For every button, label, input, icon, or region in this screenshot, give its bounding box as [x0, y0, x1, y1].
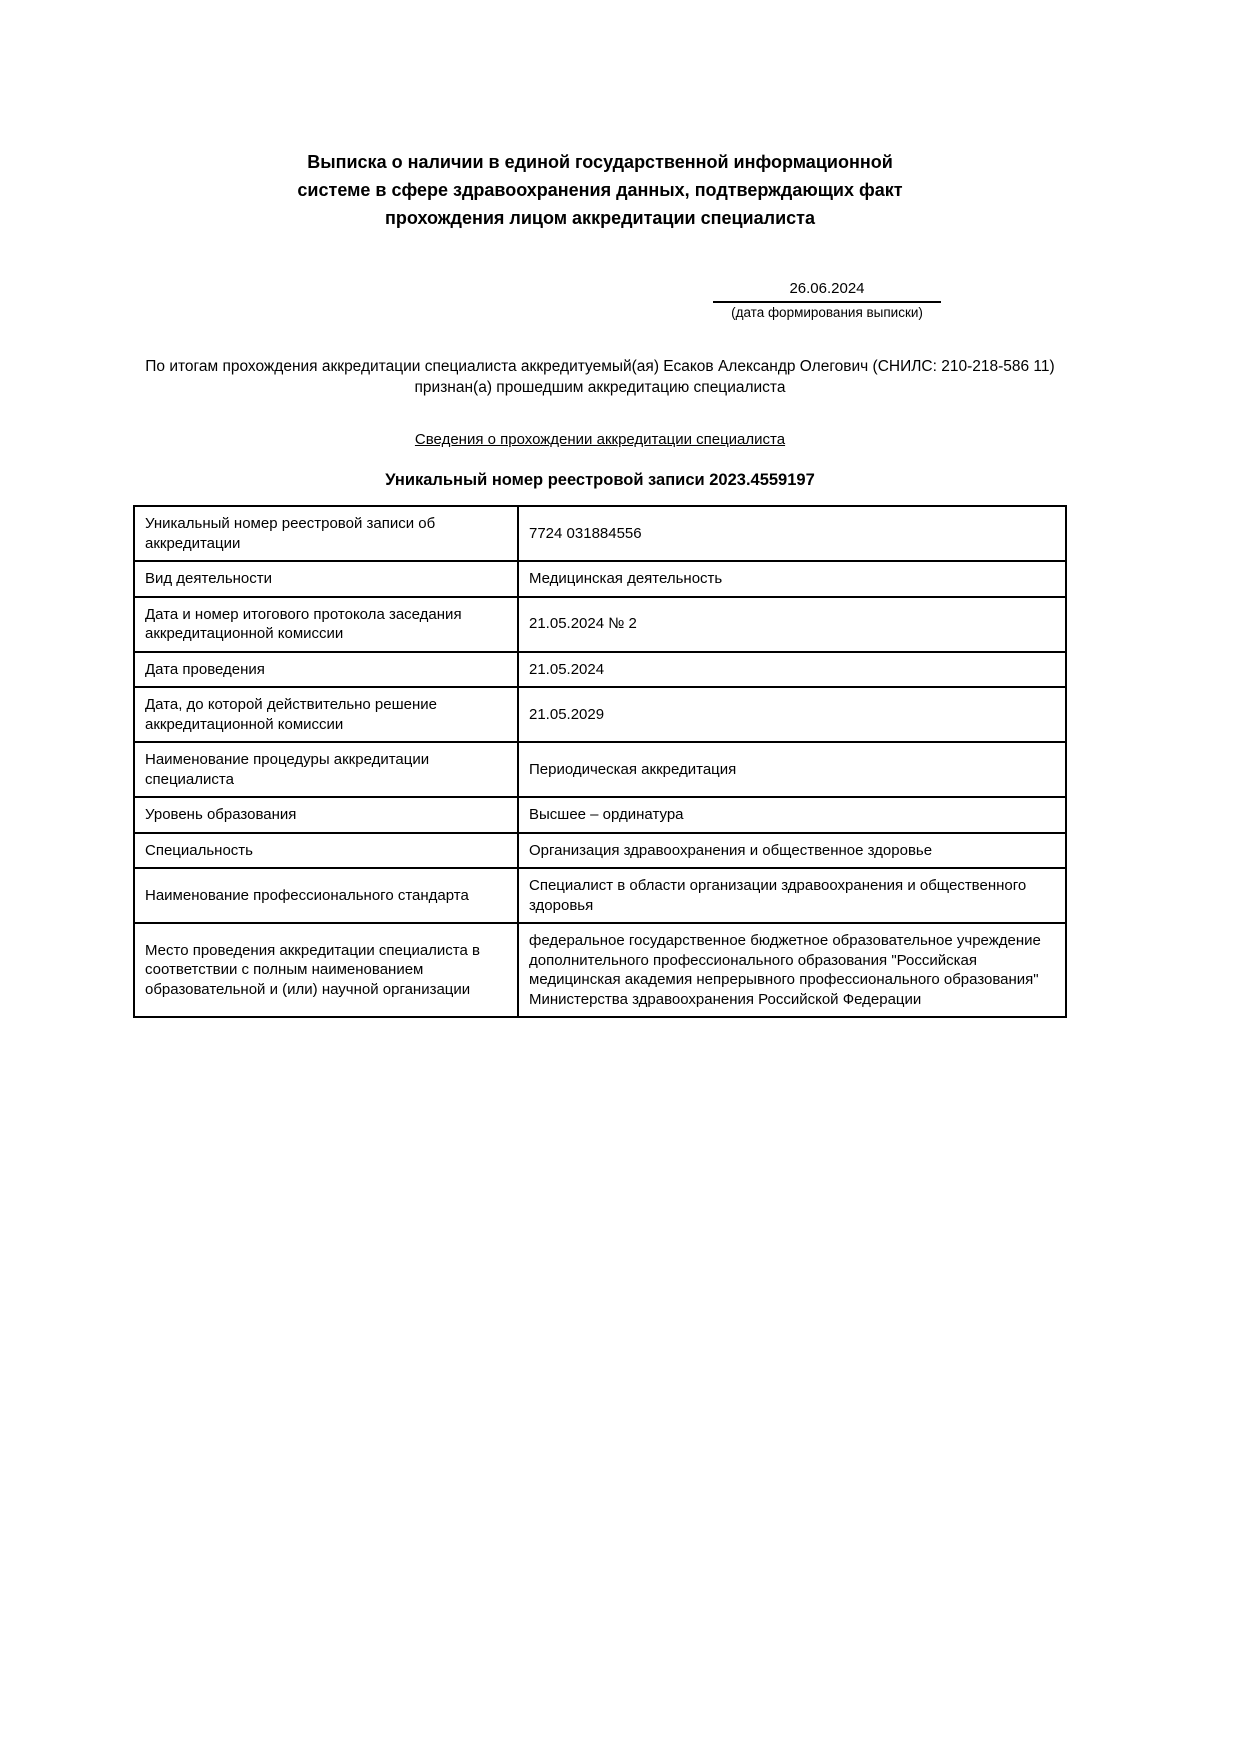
row-label-cell: Уникальный номер реестровой записи об аккредитации [134, 506, 518, 561]
intro-paragraph-line-1: По итогам прохождения аккредитации специалиста аккредитуемый(ая) Есаков Александр Олегович (СНИЛС: 210-218-586 11) [145, 358, 1055, 375]
row-label-cell: Дата проведения [134, 652, 518, 688]
row-value-cell: 21.05.2024 № 2 [518, 597, 1066, 652]
row-value-cell: 7724 031884556 [518, 506, 1066, 561]
table-row-education-level [134, 797, 1066, 833]
intro-paragraph [98, 356, 1102, 398]
document-title-line-2: системе в сфере здравоохранения данных, подтверждающих факт [297, 180, 903, 200]
extract-date-value: 26.06.2024 [713, 278, 941, 303]
table-row-event-date [134, 652, 1066, 688]
intro-paragraph-line-2: признан(а) прошедшим аккредитацию специалиста [414, 379, 786, 396]
row-label-cell: Наименование процедуры аккредитации специалиста [134, 742, 518, 797]
row-value-cell: Периодическая аккредитация [518, 742, 1066, 797]
record-number-heading: Уникальный номер реестровой записи 2023.4559197 [385, 471, 815, 489]
document-title-line-3: прохождения лицом аккредитации специалиста [385, 208, 815, 228]
table-row-specialty [134, 833, 1066, 869]
table-row-valid-until-date [134, 687, 1066, 742]
table-row-procedure-name [134, 742, 1066, 797]
row-value-cell: 21.05.2029 [518, 687, 1066, 742]
row-value-cell: Организация здравоохранения и общественное здоровье [518, 833, 1066, 869]
row-value-cell: Высшее – ординатура [518, 797, 1066, 833]
table-row-protocol-date-number [134, 597, 1066, 652]
accreditation-table-body [134, 506, 1066, 1017]
row-value-cell: Специалист в области организации здравоохранения и общественного здоровья [518, 868, 1066, 923]
row-label-cell: Уровень образования [134, 797, 518, 833]
row-label-cell: Дата и номер итогового протокола заседания аккредитационной комиссии [134, 597, 518, 652]
extract-date-caption: (дата формирования выписки) [731, 305, 923, 320]
row-label-cell: Специальность [134, 833, 518, 869]
document-content [133, 0, 1067, 1018]
row-label-cell: Вид деятельности [134, 561, 518, 597]
row-label-cell: Место проведения аккредитации специалиста в соответствии с полным наименованием образовательной и (или) научной организации [134, 923, 518, 1017]
row-label-cell: Дата, до которой действительно решение аккредитационной комиссии [134, 687, 518, 742]
row-value-cell: федеральное государственное бюджетное образовательное учреждение дополнительного профессионального образования "Российская медицинская академия непрерывного профессионального образования" Министерства здравоохранения Российской Федерации [518, 923, 1066, 1017]
table-row-accreditation-place [134, 923, 1066, 1017]
table-row-activity-type [134, 561, 1066, 597]
document-title-line-1: Выписка о наличии в единой государственной информационной [307, 152, 893, 172]
extract-date-block [713, 278, 941, 322]
table-row-professional-standard [134, 868, 1066, 923]
row-value-cell: 21.05.2024 [518, 652, 1066, 688]
document-title [133, 0, 1067, 232]
accreditation-table [133, 505, 1067, 1018]
section-title-underlined: Сведения о прохождении аккредитации специалиста [414, 431, 786, 448]
row-value-cell: Медицинская деятельность [518, 561, 1066, 597]
table-row-accreditation-number [134, 506, 1066, 561]
row-label-cell: Наименование профессионального стандарта [134, 868, 518, 923]
